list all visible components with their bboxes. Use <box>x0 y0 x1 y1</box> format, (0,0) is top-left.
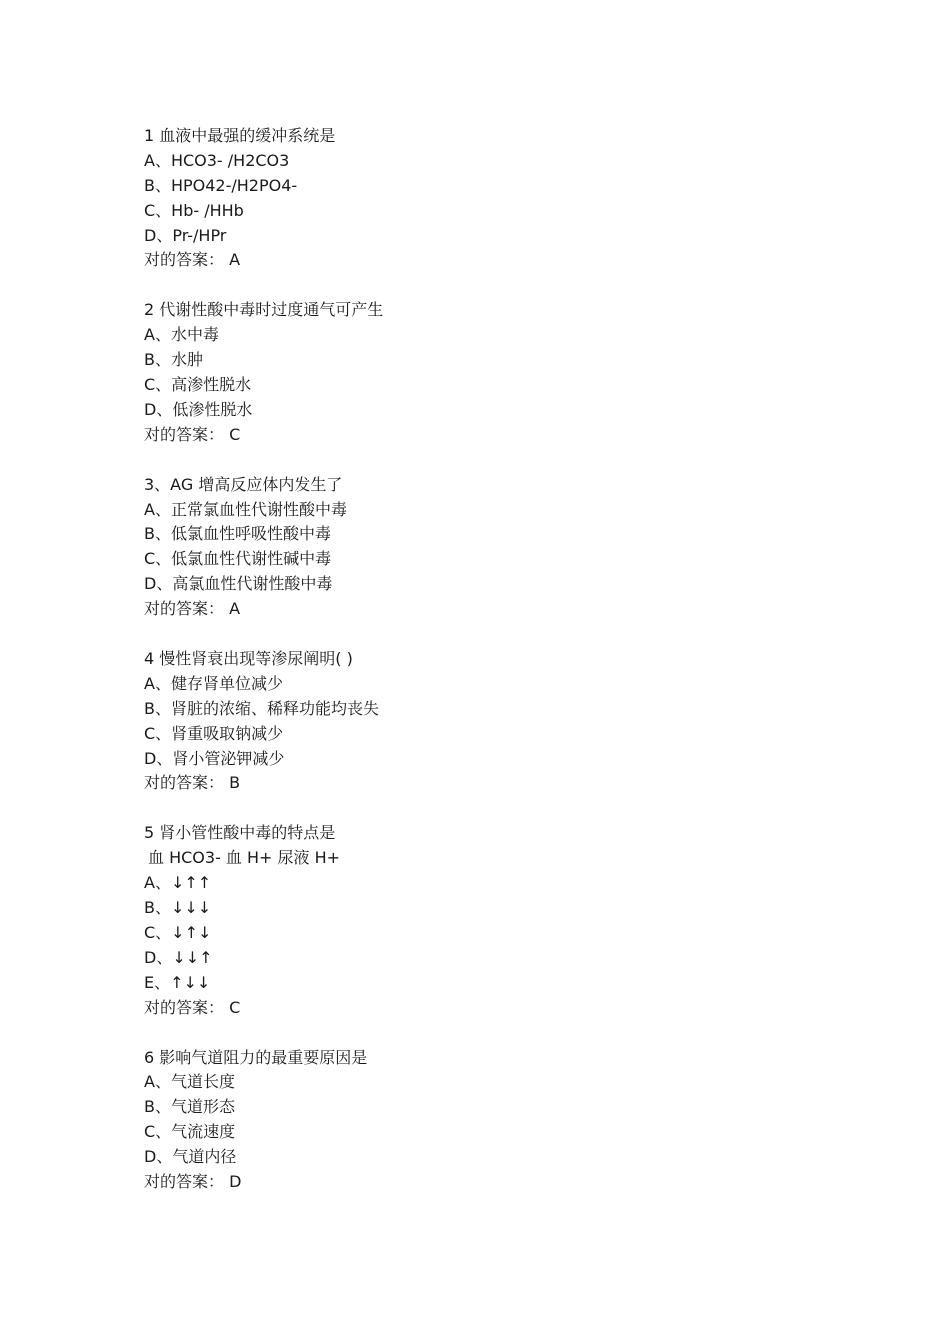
option-a: A、健存肾单位减少 <box>144 673 283 693</box>
option-c: C、气流速度 <box>144 1122 236 1142</box>
question-title: 1 血液中最强的缓冲系统是 <box>144 126 336 145</box>
option-c: C、↓↑↓ <box>144 922 212 942</box>
answer-line: 对的答案： A <box>144 250 241 270</box>
column-header: 血 HCO3- 血 H+ 尿液 H+ <box>148 848 341 868</box>
option-a: A、正常氯血性代谢性酸中毒 <box>144 499 347 519</box>
option-d: D、↓↓↑ <box>144 947 213 967</box>
answer-line: 对的答案： C <box>144 424 241 444</box>
question-1 <box>144 124 844 273</box>
option-d: D、低渗性脱水 <box>144 399 253 419</box>
option-d: D、肾小管泌钾减少 <box>144 748 285 768</box>
question-title: 4 慢性肾衰出现等渗尿阐明( ) <box>144 649 353 669</box>
option-b: B、水肿 <box>144 350 203 370</box>
question-6 <box>144 1046 844 1195</box>
option-c: C、Hb- /HHb <box>144 200 244 220</box>
question-2 <box>144 298 844 447</box>
question-4 <box>144 647 844 796</box>
option-d: D、Pr-/HPr <box>144 225 227 245</box>
option-b: B、↓↓↓ <box>144 898 212 918</box>
option-c: C、肾重吸取钠减少 <box>144 723 284 743</box>
option-c: C、低氯血性代谢性碱中毒 <box>144 549 332 569</box>
option-d: D、气道内径 <box>144 1147 237 1167</box>
option-b: B、HPO42-/H2PO4- <box>144 175 298 195</box>
question-title: 5 肾小管性酸中毒的特点是 <box>144 823 336 843</box>
question-3 <box>144 473 844 622</box>
option-a: A、HCO3- /H2CO3 <box>144 150 290 170</box>
option-a: A、气道长度 <box>144 1072 235 1092</box>
question-5 <box>144 821 844 1020</box>
option-e: E、↑↓↓ <box>144 972 211 992</box>
option-c: C、高渗性脱水 <box>144 375 252 395</box>
option-b: B、低氯血性呼吸性酸中毒 <box>144 524 331 544</box>
option-b: B、气道形态 <box>144 1097 235 1117</box>
question-title: 2 代谢性酸中毒时过度通气可产生 <box>144 300 384 320</box>
answer-line: 对的答案： D <box>144 1171 242 1191</box>
question-title: 3、AG 增高反应体内发生了 <box>144 474 343 494</box>
question-title: 6 影响气道阻力的最重要原因是 <box>144 1047 368 1067</box>
option-b: B、肾脏的浓缩、稀释功能均丧失 <box>144 698 379 718</box>
answer-line: 对的答案： C <box>144 997 241 1017</box>
option-a: A、↓↑↑ <box>144 873 212 893</box>
option-d: D、高氯血性代谢性酸中毒 <box>144 574 333 594</box>
answer-line: 对的答案： A <box>144 599 241 619</box>
answer-line: 对的答案： B <box>144 773 241 793</box>
option-a: A、水中毒 <box>144 325 219 345</box>
document-page <box>144 124 844 1220</box>
